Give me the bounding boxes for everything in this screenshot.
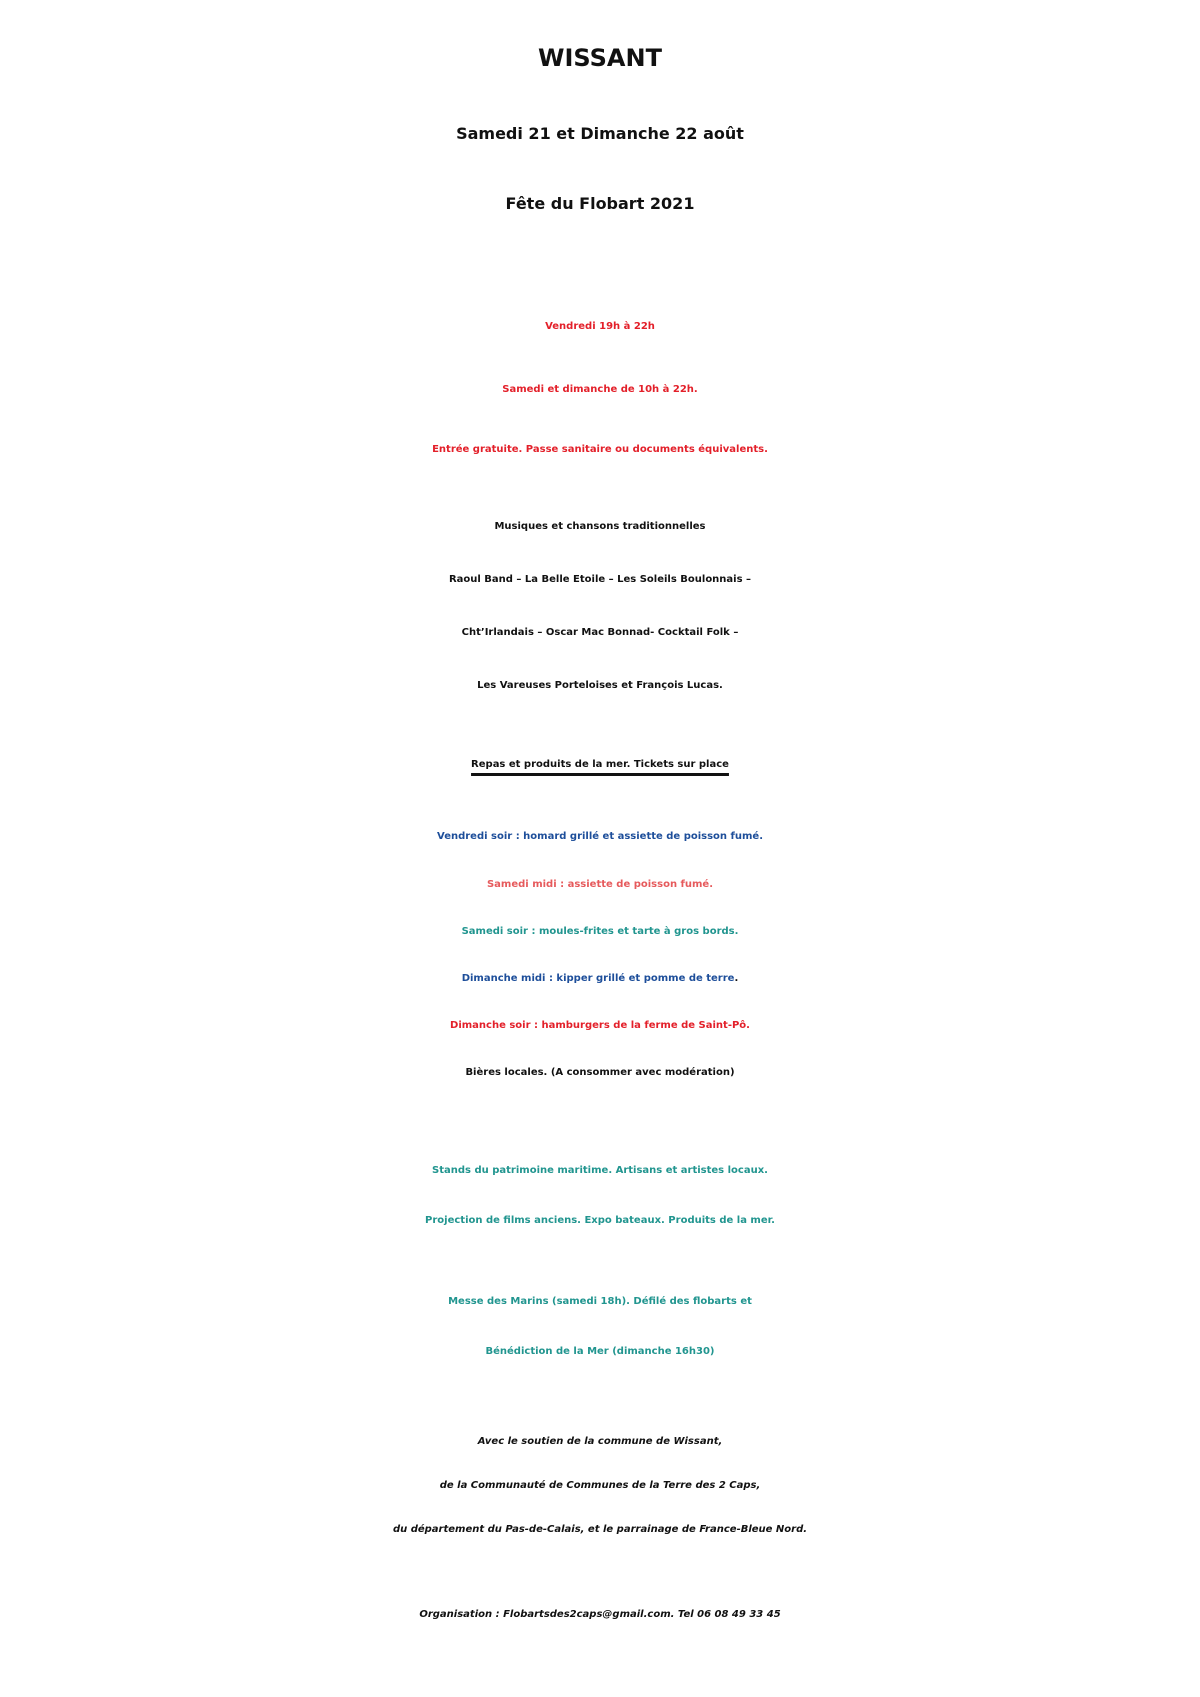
music-line: Raoul Band – La Belle Etoile – Les Soleils Boulonnais – bbox=[448, 574, 752, 585]
phone-number[interactable]: 06 08 49 33 45 bbox=[697, 1609, 781, 1620]
friday-hours: Vendredi 19h à 22h bbox=[545, 321, 655, 332]
meal-item-period: . bbox=[734, 973, 739, 984]
meal-item: Samedi midi : assiette de poisson fumé. bbox=[486, 879, 714, 890]
activities-line: Projection de films anciens. Expo bateaux. Produits de la mer. bbox=[425, 1215, 775, 1226]
event-name: Fête du Flobart 2021 bbox=[505, 194, 695, 213]
weekend-hours: Samedi et dimanche de 10h à 22h. bbox=[502, 384, 698, 395]
meal-item: Samedi soir : moules-frites et tarte à gros bords. bbox=[461, 926, 739, 937]
ceremonies-line: Messe des Marins (samedi 18h). Défilé des flobarts et bbox=[448, 1296, 752, 1307]
meal-item: Vendredi soir : homard grillé et assiette de poisson fumé. bbox=[437, 831, 763, 842]
music-line: Cht’Irlandais – Oscar Mac Bonnad- Cocktail Folk – bbox=[461, 627, 739, 638]
meals-heading-text: Repas et produits de la mer. Tickets sur place bbox=[471, 759, 729, 770]
music-heading: Musiques et chansons traditionnelles bbox=[494, 521, 706, 532]
organisation-email-link[interactable]: Flobartsdes2caps@gmail.com bbox=[503, 1609, 671, 1620]
ceremonies-line: Bénédiction de la Mer (dimanche 16h30) bbox=[485, 1346, 715, 1357]
meal-item: Dimanche soir : hamburgers de la ferme de Saint-Pô. bbox=[450, 1020, 750, 1031]
meals-heading bbox=[0, 760, 1200, 770]
drinks-note: Bières locales. (A consommer avec modération) bbox=[465, 1067, 735, 1078]
event-dates: Samedi 21 et Dimanche 22 août bbox=[456, 124, 744, 143]
support-line: du département du Pas-de-Calais, et le parrainage de France-Bleue Nord. bbox=[392, 1524, 808, 1535]
organisation-contact bbox=[0, 1610, 1200, 1620]
phone-label: . Tel bbox=[670, 1609, 698, 1620]
activities-line: Stands du patrimoine maritime. Artisans et artistes locaux. bbox=[432, 1165, 768, 1176]
organisation-label: Organisation : bbox=[419, 1609, 504, 1620]
meal-item bbox=[0, 974, 1200, 984]
support-line: de la Communauté de Communes de la Terre des 2 Caps, bbox=[439, 1480, 761, 1491]
town-title: WISSANT bbox=[538, 44, 662, 72]
support-line: Avec le soutien de la commune de Wissant, bbox=[477, 1436, 723, 1447]
entry-info: Entrée gratuite. Passe sanitaire ou documents équivalents. bbox=[432, 444, 768, 455]
music-line: Les Vareuses Porteloises et François Lucas. bbox=[477, 680, 723, 691]
meal-item-text: Dimanche midi : kipper grillé et pomme de terre bbox=[461, 973, 735, 984]
